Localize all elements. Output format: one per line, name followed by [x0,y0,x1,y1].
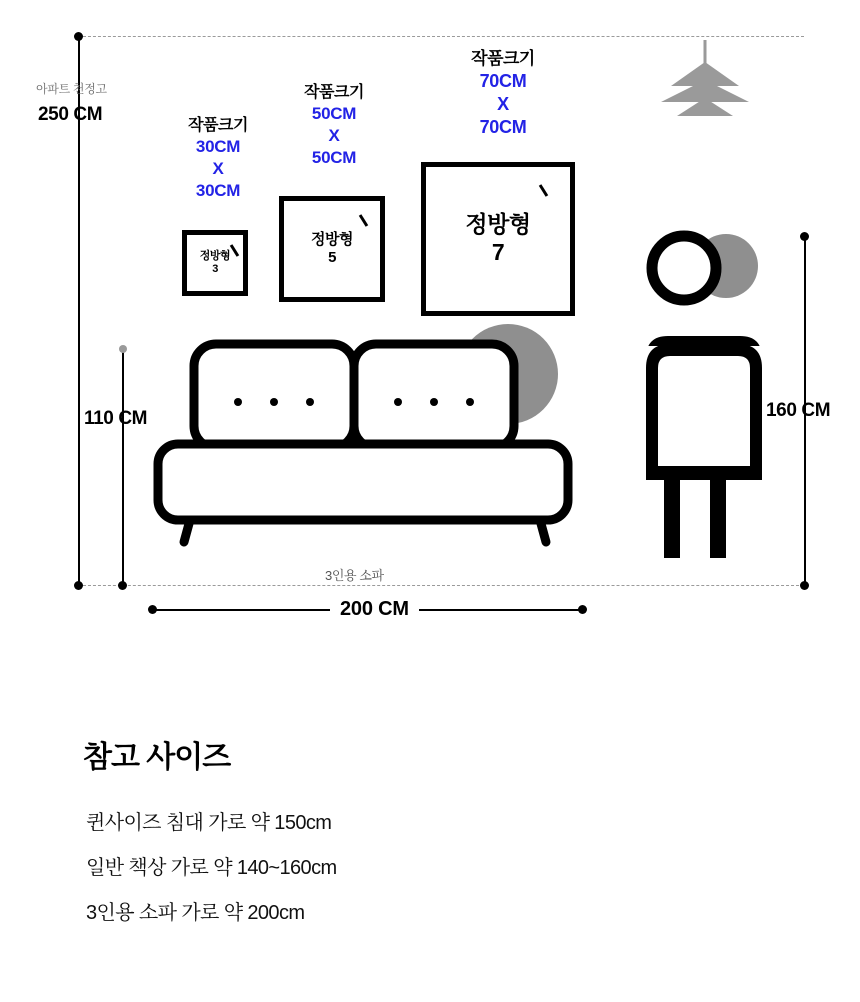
artwork-frame-3 [182,230,248,296]
artwork-callout-width: 30CM [195,137,241,157]
sofa-dim-dot-bottom [118,581,127,590]
width-label: 200 CM [330,598,419,621]
artwork-callout-height: 30CM [195,180,241,200]
ceiling-dim-dot-bottom [74,581,83,590]
artwork-frame-number: 7 [491,239,505,265]
artwork-callout-50 [292,83,376,169]
ceiling-dim-dot-top [74,32,83,41]
artwork-callout-height: 70CM [479,116,527,137]
artwork-frame-5 [279,196,385,302]
artwork-callout-height: 50CM [311,147,357,167]
artwork-frame-7 [421,162,575,316]
artwork-callout-70 [458,48,548,139]
ceiling-guide-line [78,36,804,37]
sofa-caption: 3인용 소파 [325,568,384,583]
reference-line-bed: 퀸사이즈 침대 가로 약 150cm [86,812,332,834]
ceiling-note-label: 아파트 천정고 [36,82,107,96]
reference-title: 참고 사이즈 [83,741,231,774]
nail-icon [539,184,548,197]
artwork-callout-width: 50CM [311,104,357,124]
reference-line-sofa: 3인용 소파 가로 약 200cm [86,902,305,924]
reference-line-desk: 일반 책상 가로 약 140~160cm [86,857,337,879]
person-pictogram [634,228,774,558]
artwork-callout-30 [176,116,260,202]
artwork-frame-number: 5 [328,249,336,266]
ceiling-height-label: 250 CM [38,104,103,125]
sofa-illustration [150,336,590,588]
artwork-callout-title: 작품크기 [471,49,535,68]
artwork-callout-x: X [328,126,340,146]
artwork-frame-name: 정방형 [311,231,353,248]
artwork-callout-title: 작품크기 [304,84,364,101]
artwork-callout-x: X [497,93,509,114]
nail-icon [359,214,368,227]
width-dim-dot-right [578,605,587,614]
artwork-callout-width: 70CM [479,70,527,91]
person-dim-dot-bottom [800,581,809,590]
sofa-dim-dot-top [119,345,127,353]
sofa-height-label: 110 CM [84,408,148,429]
artwork-frame-name: 정방형 [199,249,231,262]
width-dim-dot-left [148,605,157,614]
artwork-frame-number: 3 [212,263,218,275]
person-dim-dot-top [800,232,809,241]
pendant-lamp-icon [655,40,755,130]
person-height-label: 160 CM [766,400,831,421]
sofa-height-dimension-line [122,350,124,586]
nail-icon [230,244,239,257]
artwork-callout-x: X [212,159,224,179]
artwork-frame-name: 정방형 [465,211,531,238]
artwork-callout-title: 작품크기 [188,117,248,134]
